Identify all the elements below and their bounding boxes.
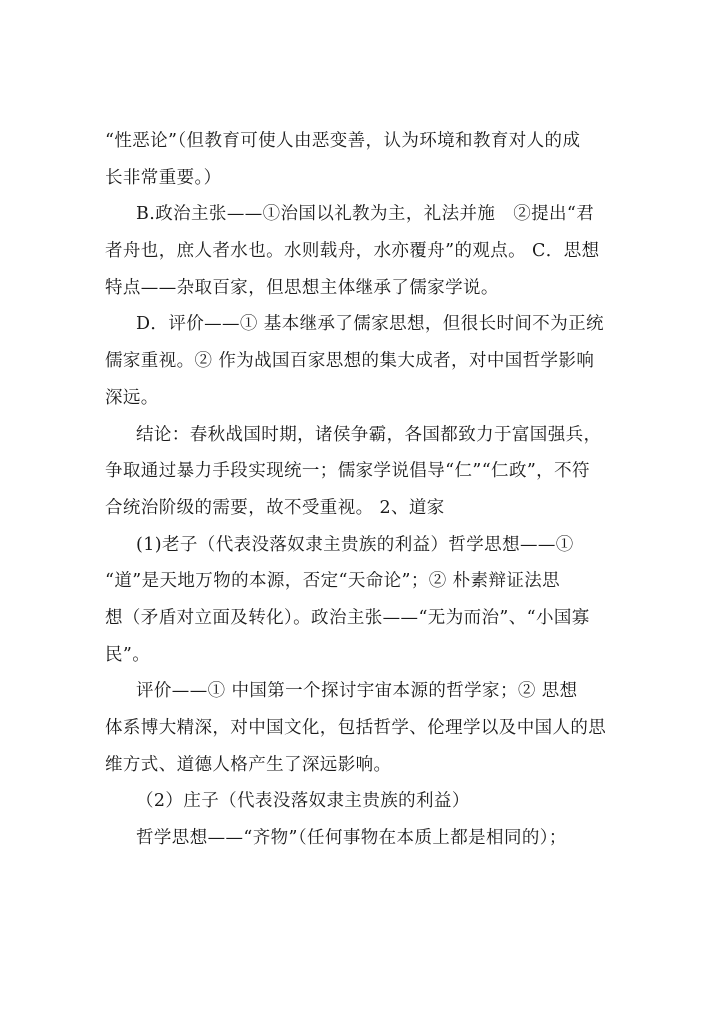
text-line-2: 长非常重要。） [105,167,222,188]
text-line-10: 争取通过暴力手段实现统一；儒家学说倡导“仁”“仁政”，不符 [105,461,590,482]
text-line-15: 民”。 [105,644,151,665]
text-line-5: 特点——杂取百家，但思想主体继承了儒家学说。 [105,277,499,298]
text-line-8: 深远。 [105,387,159,408]
text-line-7: 儒家重视。② 作为战国百家思想的集大成者，对中国哲学影响 [105,351,595,372]
text-line-11: 合统治阶级的需要，故不受重视。 2、道家 [105,497,445,518]
text-line-3: B.政治主张——①治国以礼教为主，礼法并施 ②提出“君 [136,204,595,225]
text-line-12: (1)老子（代表没落奴隶主贵族的利益）哲学思想——① [136,534,574,555]
text-line-9: 结论：春秋战国时期，诸侯争霸，各国都致力于富国强兵， [136,424,602,445]
text-line-1: “性恶论”（但教育可使人由恶变善，认为环境和教育对人的成 [105,131,581,151]
text-line-19: （2）庄子（代表没落奴隶主贵族的利益） [136,791,470,812]
text-line-17: 体系博大精深，对中国文化，包括哲学、伦理学以及中国人的思 [105,718,607,738]
text-line-18: 维方式、道德人格产生了深远影响。 [105,754,392,775]
text-line-13: “道”是天地万物的本源，否定“天命论”；② 朴素辩证法思 [105,571,561,592]
text-line-6: D．评价——① 基本继承了儒家思想，但很长时间不为正统 [136,314,604,335]
text-line-14: 想（矛盾对立面及转化）。政治主张——“无为而治”、“小国寡 [105,607,590,628]
text-line-4: 者舟也，庶人者水也。水则载舟，水亦覆舟”的观点。 C．思想 [105,241,600,262]
document-body [105,123,625,857]
text-line-20: 哲学思想——“齐物”（任何事物在本质上都是相同的）； [136,828,567,849]
text-line-16: 评价——① 中国第一个探讨宇宙本源的哲学家；② 思想 [136,681,578,702]
